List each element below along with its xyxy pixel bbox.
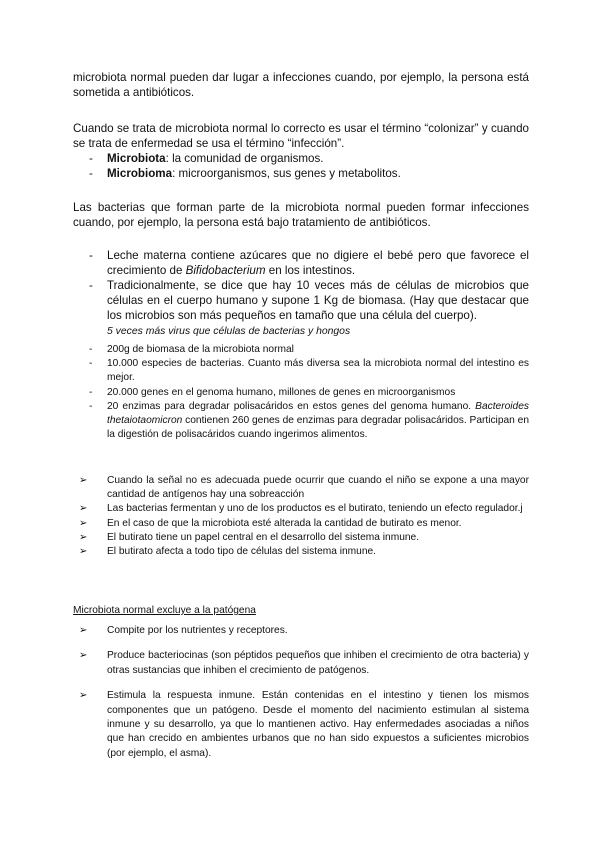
- dash-marker: -: [89, 167, 93, 180]
- facts-list-b: [73, 343, 529, 442]
- paragraph-colonizar: Cuando se trata de microbiota normal lo correcto es usar el término “colonizar” y cuando se trata de enfermedad se usa el término “infección”.: [73, 122, 529, 150]
- arrow-marker-icon: ➢: [79, 503, 88, 515]
- arrow-text: Las bacterias fermentan y uno de los productos es el butirato, teniendo un efecto regulador.j: [107, 503, 523, 515]
- facts-list-a: [73, 248, 529, 339]
- arrows-list-butirato: [73, 474, 529, 559]
- arrow-text: El butirato tiene un papel central en el desarrollo del sistema inmune.: [107, 531, 420, 543]
- arrow-marker-icon: ➢: [79, 546, 88, 558]
- dash-marker: -: [89, 249, 93, 262]
- fact-text: 20 enzimas para degradar polisacáridos en estos genes del genoma humano.: [107, 401, 472, 413]
- arrow-item: [73, 545, 529, 559]
- fact-leche: [73, 248, 529, 278]
- fact-text: contienen 260 genes de enzimas para degradar polisacáridos. Participan en la digestión de polisacáridos cuando ingerimos alimentos.: [107, 415, 529, 440]
- fact-text: 20.000 genes en el genoma humano, millones de genes en microorganismos: [107, 386, 456, 398]
- arrow-text: En el caso de que la microbiota esté alterada la cantidad de butirato es menor.: [107, 517, 462, 529]
- fact-text: Leche materna contiene azúcares que no digiere el bebé pero que favorece el crecimiento de: [107, 249, 529, 277]
- definition-microbiota: [73, 151, 529, 166]
- definition-microbioma: [73, 166, 529, 181]
- fact-enzimas: [73, 400, 529, 442]
- arrow-item: [73, 531, 529, 545]
- fact-virus: 5 veces más virus que células de bacterias y hongos: [107, 326, 351, 337]
- arrow-text: Produce bacteriocinas (son péptidos pequeños que inhiben el crecimiento de otra bacteria) y otras sustancias que inhiben el crecimiento de patógenos.: [107, 650, 529, 676]
- arrow-marker-icon: ➢: [79, 690, 88, 702]
- fact-text: en los intestinos.: [265, 264, 356, 277]
- term-microbioma: Microbioma: [107, 167, 173, 180]
- term-microbiota: Microbiota: [107, 152, 166, 165]
- dash-marker: -: [89, 279, 93, 292]
- arrow-marker-icon: ➢: [79, 531, 88, 543]
- arrow-marker-icon: ➢: [79, 517, 88, 529]
- arrow-text: El butirato afecta a todo tipo de células del sistema inmune.: [107, 546, 376, 558]
- arrow-marker-icon: ➢: [79, 475, 88, 486]
- fact-genes: [73, 386, 529, 400]
- arrow-marker-icon: ➢: [79, 650, 88, 662]
- fact-text: Tradicionalmente, se dice que hay 10 veces más de células de microbios que células en el cuerpo humano y supone 1 Kg de biomasa. (Hay que destacar que los microbios son más pequeños en tamaño que una célula del cuerpo).: [107, 279, 529, 322]
- fact-especies: [73, 357, 529, 385]
- section-heading: Microbiota normal excluye a la patógena: [73, 605, 256, 616]
- dash-marker: -: [89, 344, 93, 355]
- fact-species: Bifidobacterium: [185, 264, 266, 277]
- arrows-list-excluye: [73, 624, 529, 772]
- fact-text: 10.000 especies de bacterias. Cuanto más diversa sea la microbiota normal del intestino es mejor.: [107, 358, 529, 384]
- dash-marker: -: [89, 152, 93, 165]
- arrow-text: Cuando la señal no es adecuada puede ocurrir que cuando el niño se expone a una mayor cantidad de antígenos hay una sobreacción: [107, 475, 529, 501]
- arrow-item: [73, 517, 529, 531]
- definitions-list: [73, 151, 529, 181]
- dash-marker: -: [89, 358, 93, 370]
- definition-text: : microorganismos, sus genes y metabolitos.: [172, 167, 401, 180]
- fact-species: Bacteroides thetaiotaomicron: [107, 401, 529, 427]
- fact-tradicionalmente: [73, 278, 529, 339]
- arrow-item: [73, 624, 529, 638]
- fact-text: 200g de biomasa de la microbiota normal: [107, 344, 294, 355]
- arrow-item: [73, 502, 529, 516]
- arrow-item: [73, 474, 529, 502]
- arrow-item: [73, 649, 529, 678]
- dash-marker: -: [89, 386, 93, 398]
- arrow-item: [73, 689, 529, 761]
- arrow-text: Estimula la respuesta inmune. Están contenidas en el intestino y tienen los mismos componentes que un patógeno. Desde el momento del nacimiento estimulan al sistema inmune y su desarrollo, ya que lo mantienen activo. Hay enfermedades asociadas a niños que han crecido en ambientes urbanos que no han sido expuestos a suficientes microbios (por ejemplo, el asma).: [107, 690, 529, 759]
- fact-biomasa: [73, 343, 529, 357]
- dash-marker: -: [89, 401, 93, 413]
- arrow-marker-icon: ➢: [79, 625, 88, 636]
- paragraph-intro: microbiota normal pueden dar lugar a infecciones cuando, por ejemplo, la persona está sometida a antibióticos.: [73, 71, 529, 99]
- arrow-text: Compite por los nutrientes y receptores.: [107, 625, 288, 636]
- paragraph-bacterias: Las bacterias que forman parte de la microbiota normal pueden formar infecciones cuando, por ejemplo, la persona está bajo tratamiento de antibióticos.: [73, 201, 529, 229]
- definition-text: : la comunidad de organismos.: [165, 152, 324, 165]
